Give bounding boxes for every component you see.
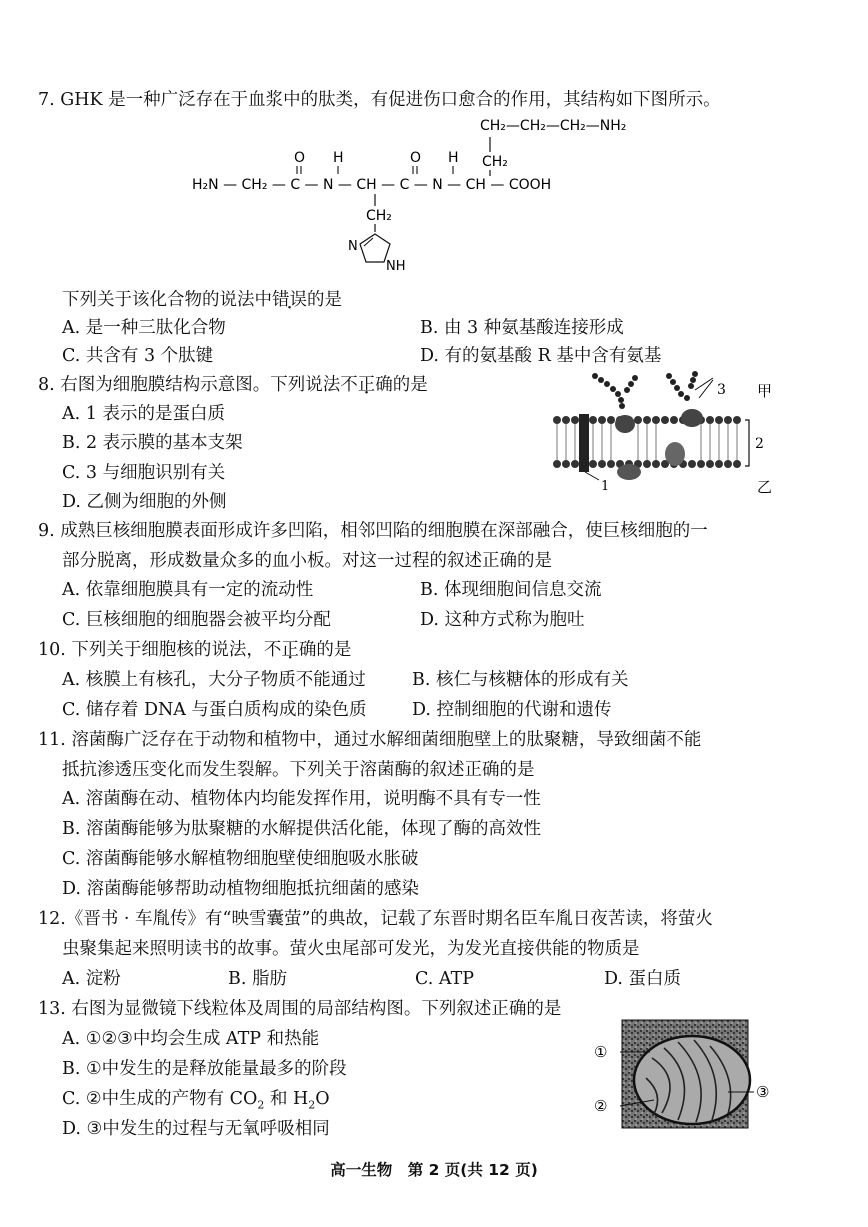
mitochondrion-outline <box>634 1036 750 1124</box>
hydrogen-label-1: H <box>333 150 344 166</box>
q11-stem-line2: 抵抗渗透压变化而发生裂解。下列关于溶菌酶的叙述正确的是 <box>62 760 535 780</box>
q10-option-c[interactable]: C. 储存着 DNA 与蛋白质构成的染色质 <box>62 700 367 720</box>
label-1: 1 <box>601 479 610 494</box>
label-jia: 甲 <box>757 382 773 400</box>
q12-option-c[interactable]: C. ATP <box>415 969 475 989</box>
label-circle-3: ③ <box>756 1083 770 1101</box>
surface-protein <box>615 415 635 433</box>
lysine-side-chain: CH₂—CH₂—CH₂—NH₂ <box>480 118 627 134</box>
q11-option-d[interactable]: D. 溶菌酶能够帮助动植物细胞抵抗细菌的感染 <box>62 879 420 899</box>
glycoprotein <box>681 409 703 427</box>
q8-option-a[interactable]: A. 1 表示的是蛋白质 <box>62 404 225 424</box>
inner-protein <box>617 464 641 480</box>
label-3: 3 <box>717 382 726 398</box>
q7-option-a[interactable]: A. 是一种三肽化合物 <box>62 318 226 338</box>
embedded-protein <box>665 442 685 466</box>
q12-option-b[interactable]: B. 脂肪 <box>228 969 287 989</box>
q10-option-d[interactable]: D. 控制细胞的代谢和遗传 <box>412 700 612 720</box>
ch2-label: CH₂ <box>482 154 508 170</box>
q13-stem: 13. 右图为显微镜下线粒体及周围的局部结构图。下列叙述正确的是 <box>38 999 562 1019</box>
imidazole-ring <box>360 234 390 262</box>
q9-stem-line1: 9. 成熟巨核细胞膜表面形成许多凹陷，相邻凹陷的细胞膜在深部融合，使巨核细胞的一 <box>38 521 708 541</box>
q11-option-a[interactable]: A. 溶菌酶在动、植物体内均能发挥作用，说明酶不具有专一性 <box>62 789 541 809</box>
q12-option-d[interactable]: D. 蛋白质 <box>604 969 682 989</box>
hydrogen-label-2: H <box>448 150 459 166</box>
page-footer: 高一生物 第 2 页(共 12 页) <box>330 1161 538 1179</box>
q9-option-c[interactable]: C. 巨核细胞的细胞器会被平均分配 <box>62 610 331 630</box>
q7-option-b[interactable]: B. 由 3 种氨基酸连接形成 <box>420 318 624 338</box>
q9-stem-line2: 部分脱离，形成数量众多的血小板。对这一过程的叙述正确的是 <box>62 551 552 571</box>
nh-label: NH <box>386 259 406 274</box>
q9-option-b[interactable]: B. 体现细胞间信息交流 <box>420 580 602 600</box>
ch2-label-2: CH₂ <box>366 208 392 224</box>
q10-emphasis: 不正确 <box>263 640 317 660</box>
ghk-structure-diagram <box>190 110 650 280</box>
q8-emphasis: 不正确 <box>340 375 393 395</box>
q9-option-a[interactable]: A. 依靠细胞膜具有一定的流动性 <box>62 580 314 600</box>
q11-option-b[interactable]: B. 溶菌酶能够为肽聚糖的水解提供活化能，体现了酶的高效性 <box>62 819 541 839</box>
q8-option-b[interactable]: B. 2 表示膜的基本支架 <box>62 433 243 453</box>
oxygen-label-2: O <box>410 150 422 166</box>
q7-option-c[interactable]: C. 共含有 3 个肽键 <box>62 346 214 366</box>
q8-option-d[interactable]: D. 乙侧为细胞的外侧 <box>62 492 227 512</box>
label-yi: 乙 <box>757 478 773 496</box>
label-2: 2 <box>755 436 764 452</box>
q13-option-c[interactable]: C. ②中生成的产物有 $CO_2$ 和 $H_2O$ <box>62 1089 330 1112</box>
q12-option-a[interactable]: A. 淀粉 <box>62 969 121 989</box>
q7-stem: 7. GHK 是一种广泛存在于血浆中的肽类，有促进伤口愈合的作用，其结构如下图所示。 <box>38 90 721 110</box>
q12-stem-line1: 12.《晋书 · 车胤传》有“映雪囊萤”的典故，记载了东晋时期名臣车胤日夜苦读，将萤火 <box>38 909 713 929</box>
q8-stem: 8. 右图为细胞膜结构示意图。下列说法不正确的是 <box>38 375 428 395</box>
mitochondria-micrograph <box>592 1018 782 1130</box>
q8-option-c[interactable]: C. 3 与细胞识别有关 <box>62 463 226 483</box>
cell-membrane-diagram <box>545 368 785 498</box>
nitrogen-label: N <box>348 239 358 254</box>
q10-stem: 10. 下列关于细胞核的说法，不正确的是 <box>38 640 352 660</box>
q10-option-a[interactable]: A. 核膜上有核孔，大分子物质不能通过 <box>62 670 366 690</box>
q13-option-a[interactable]: A. ①②③中均会生成 ATP 和热能 <box>62 1029 320 1049</box>
q9-option-d[interactable]: D. 这种方式称为胞吐 <box>420 610 585 630</box>
q7-emphasis: 错误 <box>272 290 307 310</box>
q12-stem-line2: 虫聚集起来照明读书的故事。萤火虫尾部可发光，为发光直接供能的物质是 <box>62 939 640 959</box>
main-chain: H₂N — CH₂ — C — N — CH — C — N — CH — COOH <box>192 177 552 193</box>
q11-option-c[interactable]: C. 溶菌酶能够水解植物细胞壁使细胞吸水胀破 <box>62 849 419 869</box>
q11-stem-line1: 11. 溶菌酶广泛存在于动物和植物中，通过水解细菌细胞壁上的肽聚糖，导致细菌不能 <box>38 730 702 750</box>
label-circle-1: ① <box>594 1043 608 1061</box>
label-circle-2: ② <box>594 1097 608 1115</box>
q13-option-b[interactable]: B. ①中发生的是释放能量最多的阶段 <box>62 1059 347 1079</box>
q13-option-d[interactable]: D. ③中发生的过程与无氧呼吸相同 <box>62 1119 330 1139</box>
q7-option-d[interactable]: D. 有的氨基酸 R 基中含有氨基 <box>420 346 662 366</box>
protein-channel <box>579 414 589 472</box>
q10-option-b[interactable]: B. 核仁与核糖体的形成有关 <box>412 670 629 690</box>
oxygen-label-1: O <box>294 150 306 166</box>
q7-question: 下列关于该化合物的说法中错误的是 <box>62 290 342 310</box>
